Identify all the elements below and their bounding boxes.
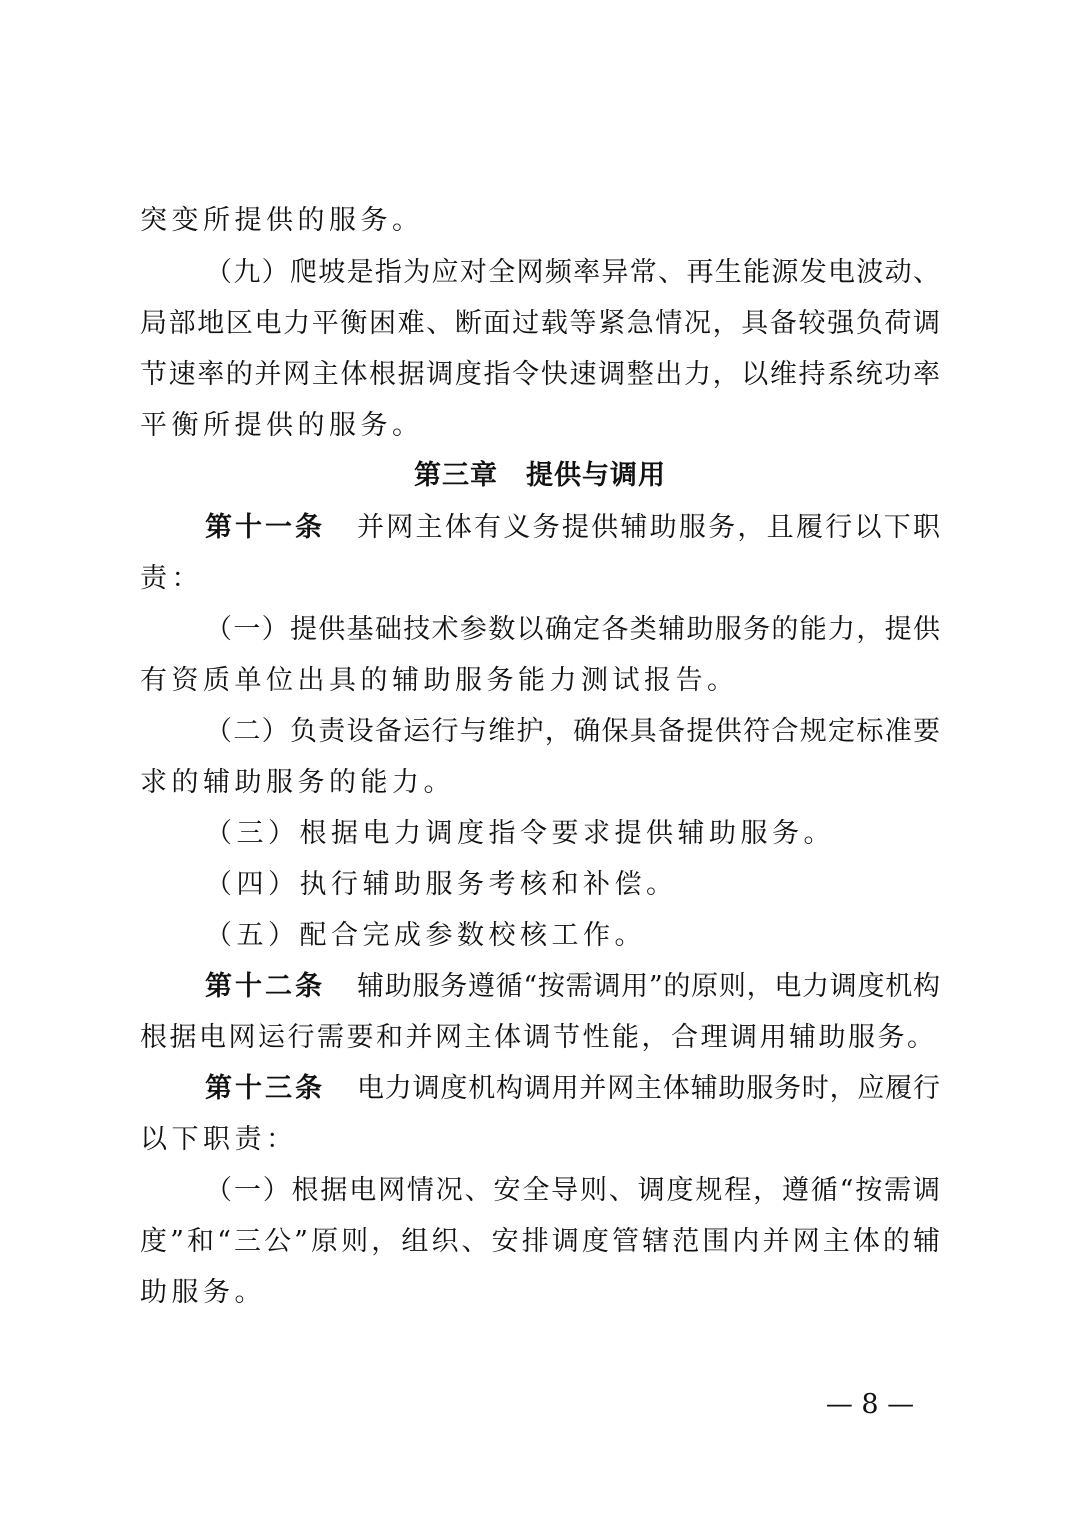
list-item-line: （五）配合完成参数校核工作。 [205, 920, 646, 951]
article-11-text: 并网主体有义务提供辅助服务，且履行以下职 [357, 512, 940, 543]
article-12-text: 辅助服务遵循“按需调用”的原则，电力调度机构 [357, 971, 940, 1002]
paragraph-line: 节速率的并网主体根据调度指令快速调整出力，以维持系统功率 [140, 359, 940, 390]
paragraph-line: 突变所提供的服务。 [140, 205, 424, 236]
paragraph-line: 责： [140, 563, 203, 594]
page-number: — 8 — [825, 1389, 915, 1420]
list-item-line: 助服务。 [140, 1277, 266, 1308]
paragraph-line: 以下职责： [140, 1124, 298, 1155]
chapter-heading: 第三章 提供与调用 [414, 460, 666, 491]
list-item-line: 度”和“三公”原则，组织、安排调度管辖范围内并网主体的辅 [140, 1226, 940, 1257]
paragraph-line: （九）爬坡是指为应对全网频率异常、再生能源发电波动、 [205, 257, 940, 288]
article-12-title: 第十二条 [205, 971, 325, 1002]
list-item-line: （二）负责设备运行与维护，确保具备提供符合规定标准要 [205, 716, 940, 747]
list-item-line: 有资质单位出具的辅助服务能力测试报告。 [140, 665, 739, 696]
article-13-text: 电力调度机构调用并网主体辅助服务时，应履行 [357, 1073, 940, 1104]
list-item-line: （一）提供基础技术参数以确定各类辅助服务的能力，提供 [205, 614, 940, 645]
list-item-line: （三）根据电力调度指令要求提供辅助服务。 [205, 818, 835, 849]
list-item-line: （四）执行辅助服务考核和补偿。 [205, 869, 678, 900]
article-12-first-line [205, 970, 940, 1004]
paragraph-line: 局部地区电力平衡困难、断面过载等紧急情况，具备较强负荷调 [140, 308, 940, 339]
list-item-line: （一）根据电网情况、安全导则、调度规程，遵循“按需调 [205, 1175, 940, 1206]
list-item-line: 求的辅助服务的能力。 [140, 767, 455, 798]
paragraph-line: 平衡所提供的服务。 [140, 410, 424, 441]
article-11-title: 第十一条 [205, 512, 325, 543]
paragraph-line: 根据电网运行需要和并网主体调节性能，合理调用辅助服务。 [140, 1022, 937, 1053]
article-13-first-line [205, 1072, 940, 1106]
article-13-title: 第十三条 [205, 1073, 325, 1104]
article-11-first-line [205, 511, 940, 545]
